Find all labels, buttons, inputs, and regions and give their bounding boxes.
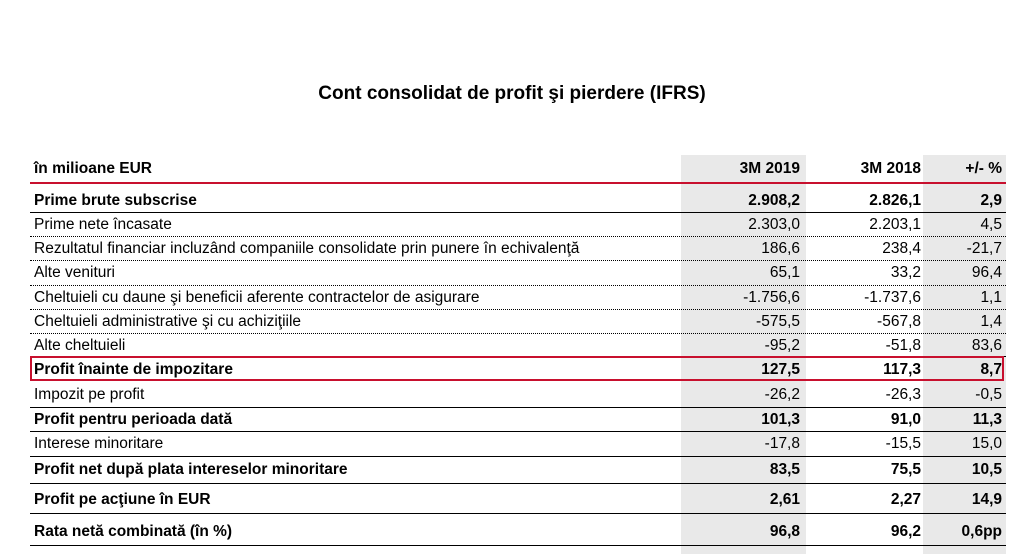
value-3m-2018: 75,5	[890, 461, 921, 478]
value-change: 2,9	[980, 192, 1002, 209]
header-3m-2019: 3M 2019	[739, 160, 800, 177]
header-change-percent: +/- %	[965, 160, 1002, 177]
value-change: -0,5	[975, 386, 1002, 403]
income-statement-table	[30, 0, 1006, 554]
value-3m-2019: 2,61	[769, 491, 800, 508]
table-row	[30, 189, 1006, 213]
row-divider	[30, 513, 1006, 514]
value-change: 1,4	[980, 313, 1002, 330]
value-3m-2018: -15,5	[885, 435, 921, 452]
table-row	[30, 488, 1006, 512]
value-3m-2019: -1.756,6	[743, 289, 800, 306]
value-3m-2019: -95,2	[764, 337, 800, 354]
value-change: 10,5	[971, 461, 1002, 478]
row-label: Prime brute subscrise	[34, 192, 197, 209]
row-divider	[30, 483, 1006, 484]
value-3m-2019: -17,8	[764, 435, 800, 452]
value-3m-2018: 2.826,1	[869, 192, 921, 209]
value-3m-2019: 65,1	[769, 264, 800, 281]
value-3m-2019: 83,5	[769, 461, 800, 478]
value-change: 14,9	[971, 491, 1002, 508]
value-3m-2018: 96,2	[890, 523, 921, 540]
row-label: Cheltuieli cu daune şi beneficii aferente contractelor de asigurare	[34, 289, 480, 306]
row-label: Rezultatul financiar incluzând companiile consolidate prin punere în echivalenţă	[34, 240, 580, 257]
row-label: Profit pe acţiune în EUR	[34, 491, 211, 508]
highlight-box	[30, 356, 1004, 381]
table-row	[30, 383, 1006, 407]
row-label: Interese minoritare	[34, 435, 164, 452]
value-change: 83,6	[971, 337, 1002, 354]
table-row	[30, 310, 1006, 334]
value-3m-2018: 2.203,1	[869, 216, 921, 233]
value-3m-2019: -26,2	[764, 386, 800, 403]
row-label: Profit înainte de impozitare	[34, 361, 233, 378]
row-label: Profit pentru perioada dată	[34, 411, 233, 428]
table-row	[30, 286, 1006, 310]
row-label: Rata netă combinată (în %)	[34, 523, 233, 540]
value-3m-2018: -26,3	[885, 386, 921, 403]
row-label: Cheltuieli administrative şi cu achiziţiile	[34, 313, 302, 330]
value-3m-2019: 127,5	[761, 361, 800, 378]
table-row	[30, 408, 1006, 432]
table-row	[30, 213, 1006, 237]
row-label: Alte venituri	[34, 264, 115, 281]
value-3m-2018: -1.737,6	[864, 289, 921, 306]
value-3m-2019: 96,8	[769, 523, 800, 540]
value-3m-2018: 91,0	[890, 411, 921, 428]
table-row	[30, 261, 1006, 285]
row-label: Impozit pe profit	[34, 386, 145, 403]
row-divider	[30, 456, 1006, 457]
value-change: 96,4	[971, 264, 1002, 281]
row-label: Profit net după plata intereselor minoritare	[34, 461, 348, 478]
row-divider	[30, 545, 1006, 546]
value-3m-2019: 101,3	[761, 411, 800, 428]
value-3m-2018: -567,8	[877, 313, 921, 330]
row-label: Prime nete încasate	[34, 216, 172, 233]
value-change: 4,5	[980, 216, 1002, 233]
table-row	[30, 334, 1006, 358]
table-row	[30, 458, 1006, 482]
value-change: -21,7	[966, 240, 1002, 257]
value-3m-2018: -51,8	[885, 337, 921, 354]
value-3m-2019: 2.908,2	[748, 192, 800, 209]
table-row	[30, 237, 1006, 261]
header-3m-2018: 3M 2018	[860, 160, 921, 177]
value-change: 1,1	[980, 289, 1002, 306]
value-3m-2018: 2,27	[890, 491, 921, 508]
header-row	[30, 157, 1006, 181]
page-title: Cont consolidat de profit şi pierdere (IFRS)	[318, 83, 706, 104]
value-change: 15,0	[971, 435, 1002, 452]
value-3m-2019: 186,6	[761, 240, 800, 257]
table-row	[30, 520, 1006, 544]
value-3m-2019: -575,5	[756, 313, 800, 330]
value-3m-2018: 117,3	[883, 361, 921, 378]
table-row	[30, 432, 1006, 456]
value-3m-2019: 2.303,0	[748, 216, 800, 233]
value-change: 11,3	[972, 411, 1002, 428]
value-change: 0,6pp	[961, 523, 1002, 540]
row-label: Alte cheltuieli	[34, 337, 126, 354]
value-3m-2018: 238,4	[882, 240, 921, 257]
header-units-label: în milioane EUR	[34, 160, 152, 177]
header-red-rule	[30, 182, 1006, 184]
value-3m-2018: 33,2	[890, 264, 921, 281]
value-change: 8,7	[980, 361, 1002, 378]
